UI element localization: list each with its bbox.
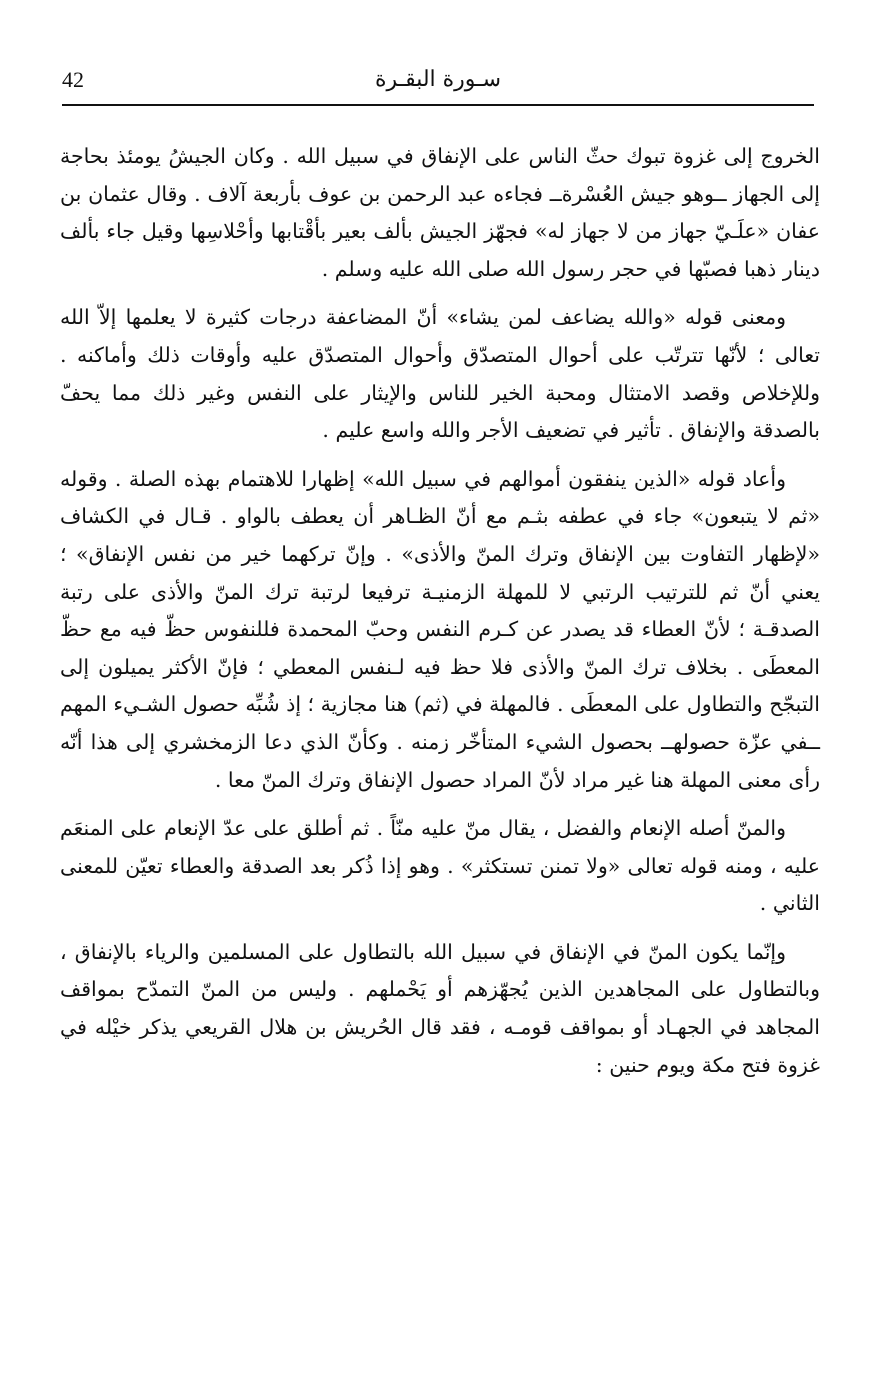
paragraph-2: ومعنى قوله «والله يضاعف لمن يشاء» أنّ المضاعفة درجات كثيرة لا يعلمها إلاّ الله تعالى ؛ لأنّها تترتّب على أحوال المتصدّق وأحوال المتصدّق عليه وأوقات ذلك وأماكنه . وللإخلاص وقصد الامتثال ومحبة الخير للناس والإيثار على النفس وغير ذلك مما يحفّ بالصدقة والإنفاق . تأثير في تضعيف الأجر والله واسع عليم . (60, 305, 820, 443)
page-body (60, 138, 820, 1084)
running-title: سـورة البقـرة (374, 67, 502, 92)
page-number: 42 (62, 67, 84, 92)
paragraph-1: الخروج إلى غزوة تبوك حثّ الناس على الإنفاق في سبيل الله . وكان الجيشُ يومئذ بحاجة إلى الجهاز ــوهو جيش العُسْرةــ فجاءه عبد الرحمن بن عوف بأربعة آلاف . وقال عثمان بن عفان «علَـيّ جهاز من لا جهاز له» فجهّز الجيش بألف بعير بأقْتابها وأحْلاسِها وقيل جاء بألف دينار ذهبا فصبّها في حجر رسول الله صلى الله عليه وسلم . (60, 144, 820, 281)
header-rule (62, 104, 814, 106)
paragraph-3: وأعاد قوله «الذين ينفقون أموالهم في سبيل الله» إظهارا للاهتمام بهذه الصلة . وقوله «ثم لا يتبعون» جاء في عطفه بثـم مع أنّ الظـاهر أن يعطف بالواو . قـال في الكشاف «لإظهار التفاوت بين الإنفاق وترك المنّ والأذى» . وإنّ تركهما خير من نفس الإنفاق» ؛ يعني أنّ ثم للترتيب الرتبي لا للمهلة الزمنيـة ترفيعا لرتبة ترك المنّ والأذى على رتبة الصدقـة ؛ لأنّ العطاء قد يصدر عن كـرم النفس وحبّ المحمدة فللنفوس حظّ فيه مع حظّ المعطَى . بخلاف ترك المنّ والأذى فلا حظ فيه لـنفس المعطي ؛ فإنّ الأكثر يميلون إلى التبجّح والتطاول على المعطَى . فالمهلة في (ثم) هنا مجازية ؛ إذ شُبِّه حصول الشـيء المهم ــفي عزّة حصولهــ بحصول الشيء المتأخّر زمنه . وكأنّ الذي دعا الزمخشري إلى هذا أنّه رأى معنى المهلة هنا غير مراد لأنّ المراد حصول الإنفاق وترك المنّ معا . (60, 466, 820, 792)
page-header (62, 62, 814, 102)
paragraph-4: والمنّ أصله الإنعام والفضل ، يقال منّ عليه منّاً . ثم أطلق على عدّ الإنعام على المنعَم عليه ، ومنه قوله تعالى «ولا تمنن تستكثر» . وهو إذا ذُكر بعد الصدقة والعطاء تعيّن للمعنى الثاني . (60, 816, 820, 916)
paragraph-5: وإنّما يكون المنّ في الإنفاق في سبيل الله بالتطاول على المسلمين والرياء بالإنفاق ، وبالتطاول على المجاهدين الذين يُجهّزهم أو يَحْملهم . وليس من المنّ التمدّح بمواقف المجاهد في الجهـاد أو بمواقف قومـه ، فقد قال الحُريش بن هلال القريعي يذكر خيْله في غزوة فتح مكة ويوم حنين : (60, 939, 820, 1077)
